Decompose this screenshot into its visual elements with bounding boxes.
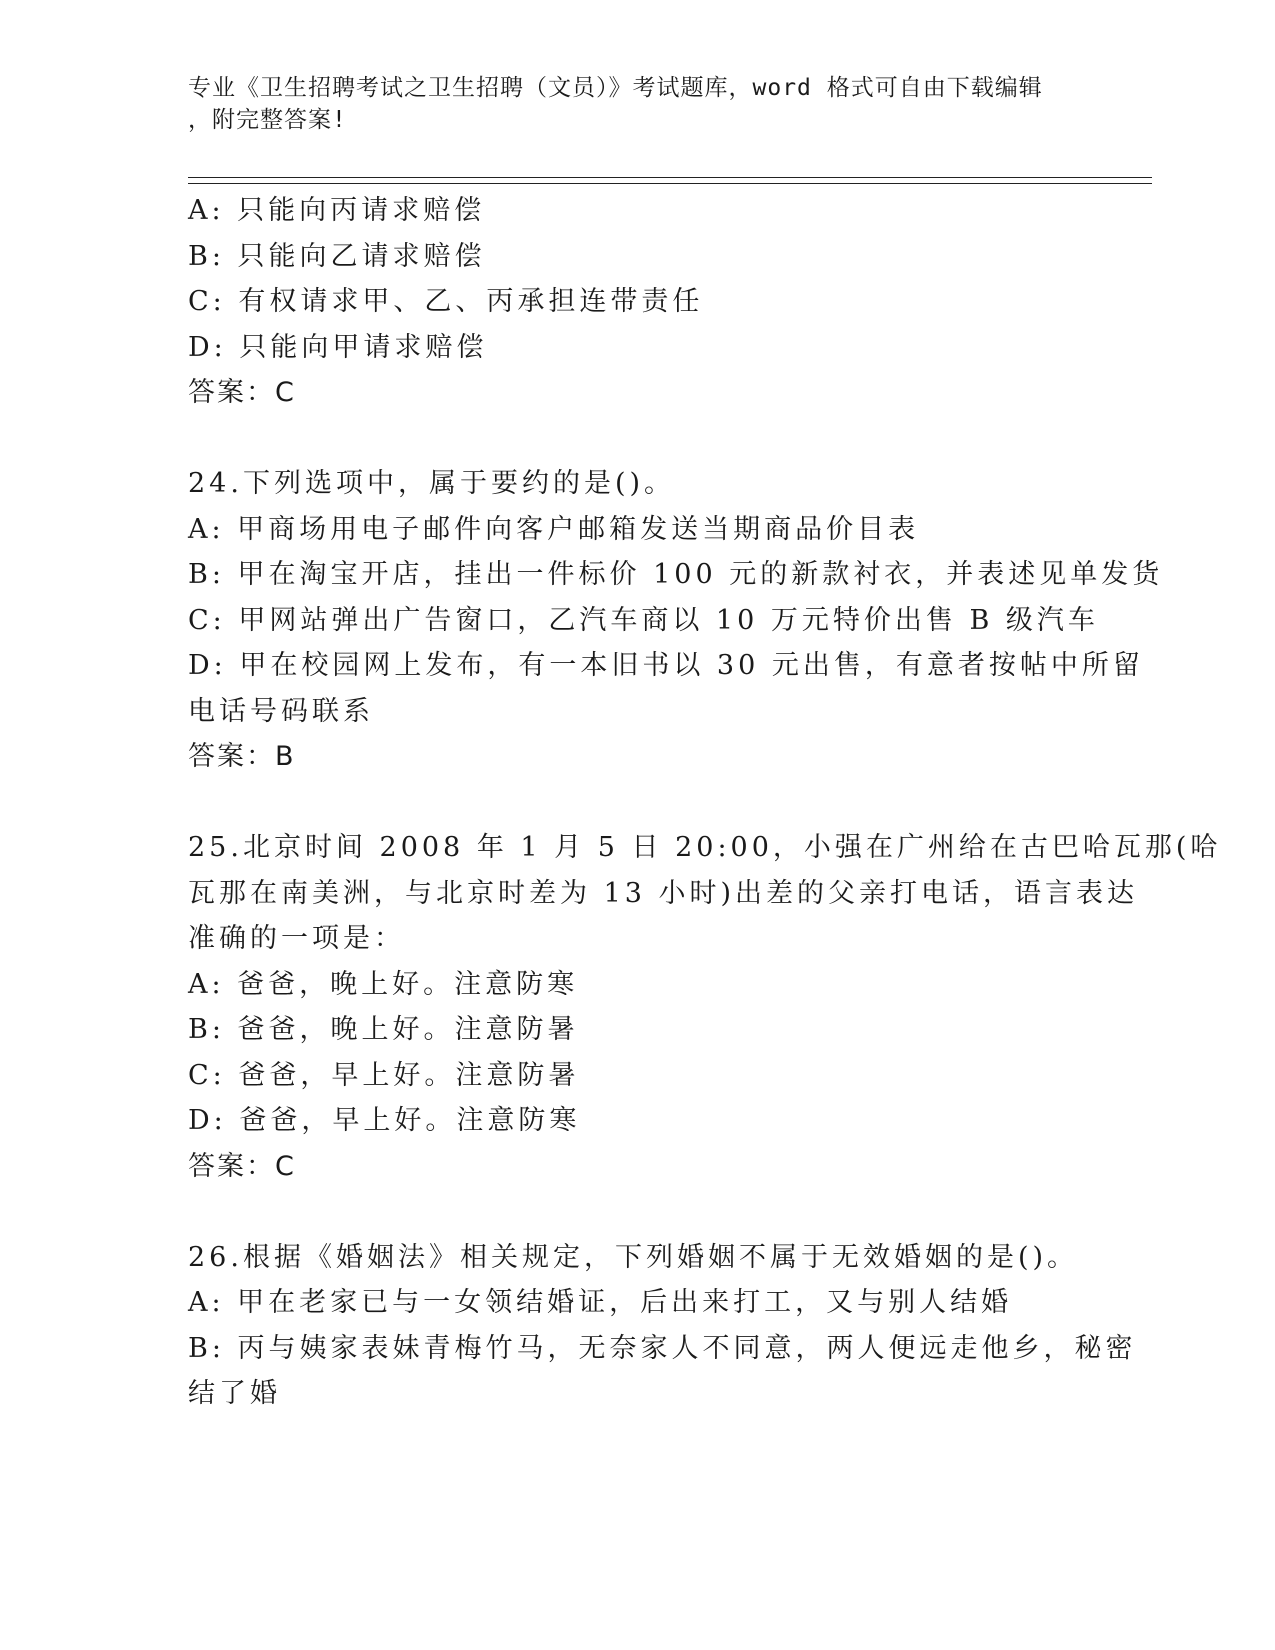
document-body xyxy=(188,188,1222,1417)
header-rule-bottom xyxy=(188,183,1152,184)
option-a: A: 只能向丙请求赔偿 xyxy=(188,195,486,226)
option-b: B: 只能向乙请求赔偿 xyxy=(188,240,486,272)
answer: 答案：C xyxy=(188,1150,296,1182)
question-stem: 26.根据《婚姻法》相关规定，下列婚姻不属于无效婚姻的是()。 xyxy=(188,1241,1079,1273)
header-line-1: 专业《卫生招聘考试之卫生招聘（文员）》考试题库，word 格式可自由下载编辑 xyxy=(188,75,1043,101)
spacer xyxy=(188,1189,1088,1235)
option-b: B: 爸爸，晚上好。注意防暑 xyxy=(188,1014,579,1045)
option-d: D: 只能向甲请求赔偿 xyxy=(188,331,488,363)
option-b-continued: 结了婚 xyxy=(188,1378,281,1409)
option-d: D: 爸爸，早上好。注意防寒 xyxy=(188,1105,581,1136)
option-a: A: 爸爸，晚上好。注意防寒 xyxy=(188,968,579,1000)
document-header xyxy=(188,72,1068,136)
question-stem-line-2: 瓦那在南美洲，与北京时差为 13 小时)出差的父亲打电话，语言表达 xyxy=(188,877,1139,909)
question-25 xyxy=(188,825,1222,1189)
header-rule-top xyxy=(188,177,1152,178)
option-b: B: 丙与姨家表妹青梅竹马，无奈家人不同意，两人便远走他乡，秘密 xyxy=(188,1332,1137,1364)
answer: 答案：C xyxy=(188,377,296,408)
question-23 xyxy=(188,188,1088,416)
option-b: B: 甲在淘宝开店，挂出一件标价 100 元的新款衬衣，并表述见单发货 xyxy=(188,559,1164,590)
spacer xyxy=(188,780,1088,826)
spacer xyxy=(188,416,1088,462)
option-a: A: 甲在老家已与一女领结婚证，后出来打工，又与别人结婚 xyxy=(188,1287,1013,1318)
question-stem: 24.下列选项中，属于要约的是()。 xyxy=(188,468,676,499)
option-a: A: 甲商场用电子邮件向客户邮箱发送当期商品价目表 xyxy=(188,513,920,545)
option-c: C: 有权请求甲、乙、丙承担连带责任 xyxy=(188,286,704,317)
option-c: C: 甲网站弹出广告窗口，乙汽车商以 10 万元特价出售 B 级汽车 xyxy=(188,604,1099,636)
question-26 xyxy=(188,1235,1137,1417)
option-c: C: 爸爸，早上好。注意防暑 xyxy=(188,1059,580,1091)
question-24 xyxy=(188,461,1164,780)
question-stem-line-1: 25.北京时间 2008 年 1 月 5 日 20:00，小强在广州给在古巴哈瓦那(哈 xyxy=(188,832,1222,863)
header-line-2: ，附完整答案! xyxy=(188,107,347,133)
option-d: D: 甲在校园网上发布，有一本旧书以 30 元出售，有意者按帖中所留 xyxy=(188,650,1144,681)
option-d-continued: 电话号码联系 xyxy=(188,695,374,727)
answer: 答案：B xyxy=(188,741,296,772)
question-stem-line-3: 准确的一项是： xyxy=(188,923,405,954)
